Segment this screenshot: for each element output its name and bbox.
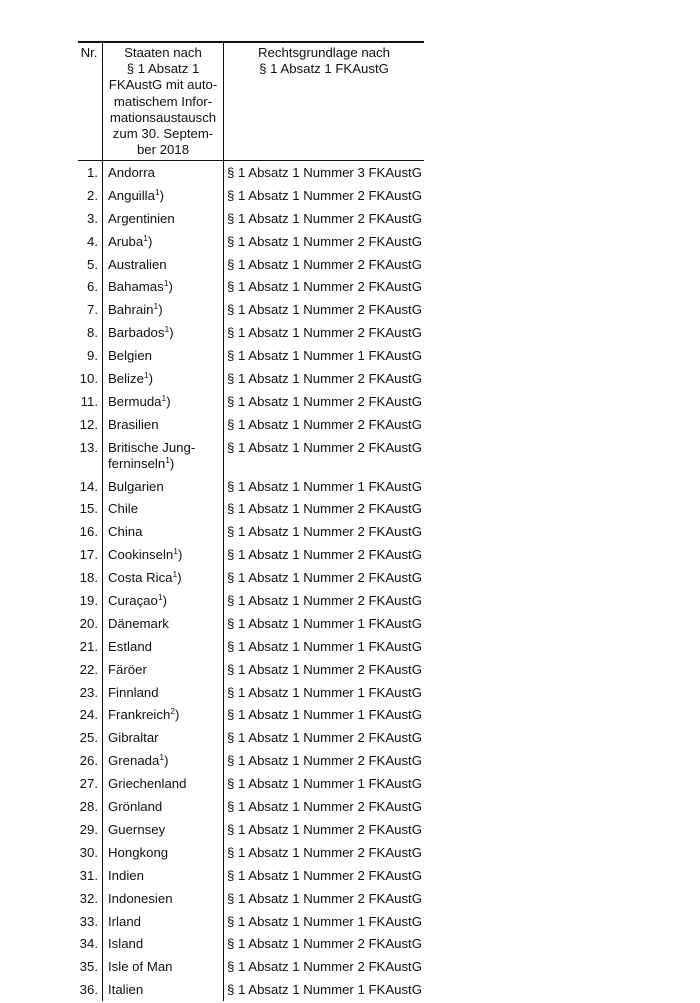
row-number: 2. [87, 187, 98, 203]
table-row [78, 843, 424, 866]
state-name: Bulgarien [108, 478, 164, 494]
legal-basis-cell: § 1 Absatz 1 Nummer 1 FKAustG [227, 707, 422, 723]
header-staaten [104, 45, 222, 158]
state-name: Grönland [108, 799, 163, 815]
state-name-cell [108, 685, 223, 701]
state-name: Hongkong [108, 844, 169, 860]
state-name: Grenada [108, 753, 160, 769]
state-name-cell [108, 868, 223, 884]
footnote-marker: 1 [157, 592, 163, 603]
row-number: 34. [79, 936, 98, 952]
table-row [78, 255, 424, 278]
state-name-cell [108, 211, 223, 227]
row-number: 14. [79, 478, 98, 494]
row-number: 31. [79, 867, 98, 883]
legal-basis-cell: § 1 Absatz 1 Nummer 1 FKAustG [227, 684, 422, 700]
header-nr: Nr. [80, 45, 98, 60]
state-name-line [108, 440, 223, 456]
document-page [78, 41, 424, 1001]
state-name-cell [108, 501, 223, 517]
state-name: Island [108, 936, 144, 952]
table-row [78, 568, 424, 591]
state-name-cell [108, 845, 223, 861]
footnote-paren: ) [147, 233, 153, 249]
footnote-marker: 1 [172, 569, 178, 580]
table-row [78, 614, 424, 637]
footnote-marker: 1 [154, 186, 160, 197]
footnote-paren: ) [177, 570, 182, 586]
state-name-cell [108, 524, 223, 540]
state-name: Cookinseln [108, 547, 174, 563]
table-row [78, 323, 424, 346]
footnote-paren: ) [175, 707, 180, 723]
row-number: 12. [79, 416, 98, 432]
legal-basis-cell: § 1 Absatz 1 Nummer 1 FKAustG [227, 478, 422, 494]
footnote-paren: ) [166, 393, 171, 409]
state-name-cell [108, 891, 223, 907]
state-name: Finnland [108, 684, 159, 700]
row-number: 32. [79, 890, 98, 906]
state-name: Belize [108, 371, 144, 387]
table-row [78, 889, 424, 912]
table-row [78, 934, 424, 957]
table-row [78, 683, 424, 706]
footnote-paren: ) [159, 187, 165, 203]
state-name: Estland [108, 638, 152, 654]
state-name: Bahrain [108, 302, 154, 318]
table-row [78, 660, 424, 683]
state-name-cell [108, 325, 223, 341]
table-top-rule [78, 41, 424, 43]
row-number: 30. [79, 844, 98, 860]
row-number: 4. [87, 233, 98, 249]
state-name: Anguilla [108, 187, 155, 203]
footnote-marker: 1 [143, 232, 148, 243]
row-number: 20. [79, 615, 98, 631]
state-name-continued: ferninseln [108, 455, 166, 471]
state-name: Isle of Man [108, 959, 173, 975]
table-row [78, 912, 424, 935]
row-number: 35. [79, 959, 98, 975]
state-name: Dänemark [108, 615, 169, 631]
state-name: Indien [108, 867, 144, 883]
table-row [78, 163, 424, 186]
state-name: Australien [108, 256, 167, 272]
legal-basis-cell: § 1 Absatz 1 Nummer 2 FKAustG [227, 524, 422, 540]
row-number: 23. [79, 684, 98, 700]
state-name-cell [108, 302, 223, 318]
legal-basis-cell: § 1 Absatz 1 Nummer 2 FKAustG [227, 501, 422, 517]
legal-basis-cell: § 1 Absatz 1 Nummer 2 FKAustG [227, 371, 422, 387]
state-name-cell [108, 662, 223, 678]
header-rechtsgrundlage-line: Rechtsgrundlage nach [258, 45, 390, 60]
table-row [78, 392, 424, 415]
table-row [78, 728, 424, 751]
table-row [78, 369, 424, 392]
row-number: 3. [87, 210, 98, 226]
row-number: 6. [87, 279, 98, 295]
table-row [78, 774, 424, 797]
legal-basis-cell: § 1 Absatz 1 Nummer 2 FKAustG [227, 393, 422, 409]
state-name-cell [108, 165, 223, 181]
header-staaten-line: matischem Infor- [113, 93, 213, 109]
state-name-cell [108, 822, 223, 838]
state-name-cell [108, 279, 223, 295]
table-row [78, 957, 424, 980]
footnote-paren: ) [162, 593, 167, 609]
table-row [78, 300, 424, 323]
row-number: 25. [79, 730, 98, 746]
row-number: 17. [79, 547, 98, 563]
table-row [78, 751, 424, 774]
legal-basis-cell: § 1 Absatz 1 Nummer 1 FKAustG [227, 982, 422, 998]
row-number: 36. [79, 982, 98, 998]
legal-basis-cell: § 1 Absatz 1 Nummer 2 FKAustG [227, 187, 422, 203]
footnote-marker: 1 [159, 752, 165, 763]
footnote-paren: ) [164, 753, 169, 769]
state-name: Italien [108, 982, 144, 998]
row-number: 10. [79, 371, 98, 387]
state-name-cell [108, 234, 223, 250]
state-name: China [108, 524, 143, 540]
table-row [78, 980, 424, 1003]
legal-basis-cell: § 1 Absatz 1 Nummer 2 FKAustG [227, 547, 422, 563]
state-name: Bermuda [108, 393, 162, 409]
footnote-marker: 1 [173, 546, 178, 557]
row-number: 13. [79, 439, 98, 455]
legal-basis-cell: § 1 Absatz 1 Nummer 1 FKAustG [227, 776, 422, 792]
legal-basis-cell: § 1 Absatz 1 Nummer 2 FKAustG [227, 730, 422, 746]
legal-basis-cell: § 1 Absatz 1 Nummer 2 FKAustG [227, 753, 422, 769]
state-name-cell [108, 479, 223, 495]
state-name: Argentinien [108, 210, 175, 226]
legal-basis-cell: § 1 Absatz 1 Nummer 2 FKAustG [227, 959, 422, 975]
row-number: 1. [87, 165, 98, 180]
legal-basis-cell: § 1 Absatz 1 Nummer 1 FKAustG [227, 913, 422, 929]
row-number: 18. [79, 570, 98, 586]
footnote-paren: ) [158, 302, 163, 318]
state-name-cell [108, 707, 223, 723]
state-name: Andorra [108, 165, 155, 180]
footnote-marker: 1 [161, 392, 167, 403]
table-row [78, 705, 424, 728]
row-number: 11. [80, 393, 98, 409]
table-row [78, 637, 424, 660]
legal-basis-cell: § 1 Absatz 1 Nummer 2 FKAustG [227, 844, 422, 860]
row-number: 33. [79, 913, 98, 929]
footnote-paren: ) [168, 279, 173, 295]
legal-basis-cell: § 1 Absatz 1 Nummer 2 FKAustG [227, 210, 422, 226]
table-row [78, 820, 424, 843]
header-rechtsgrundlage [226, 45, 422, 77]
state-name-cell [108, 730, 223, 746]
row-number: 19. [79, 593, 98, 609]
table-header-rule [78, 160, 424, 161]
table-row [78, 346, 424, 369]
footnote-paren: ) [177, 547, 183, 563]
legal-basis-cell: § 1 Absatz 1 Nummer 2 FKAustG [227, 302, 422, 318]
state-name-cell [108, 371, 223, 387]
legal-basis-cell: § 1 Absatz 1 Nummer 2 FKAustG [227, 593, 422, 609]
state-name-cell [108, 593, 223, 609]
footnote-paren: ) [169, 455, 175, 471]
state-name-cell [108, 799, 223, 815]
header-staaten-line: FKAustG mit auto- [108, 77, 218, 93]
footnote-marker: 2 [170, 706, 176, 717]
legal-basis-cell: § 1 Absatz 1 Nummer 2 FKAustG [227, 799, 422, 815]
legal-basis-cell: § 1 Absatz 1 Nummer 2 FKAustG [227, 233, 422, 249]
legal-basis-cell: § 1 Absatz 1 Nummer 2 FKAustG [227, 279, 422, 295]
state-name-cell [108, 417, 223, 433]
legal-basis-cell: § 1 Absatz 1 Nummer 2 FKAustG [227, 256, 422, 272]
state-name-cell [108, 914, 223, 930]
footnote-marker: 1 [153, 301, 159, 312]
state-name: Färöer [108, 661, 147, 677]
footnote-marker: 1 [143, 370, 149, 381]
state-name: Guernsey [108, 821, 166, 837]
legal-basis-cell: § 1 Absatz 1 Nummer 2 FKAustG [227, 661, 422, 677]
table-row [78, 522, 424, 545]
state-name-cell [108, 982, 223, 998]
state-name-cell [108, 753, 223, 769]
row-number: 7. [87, 302, 98, 318]
legal-basis-cell: § 1 Absatz 1 Nummer 1 FKAustG [227, 615, 422, 631]
footnote-marker: 1 [164, 324, 170, 335]
row-number: 26. [79, 753, 98, 769]
state-name: Gibraltar [108, 730, 159, 746]
row-number: 15. [79, 501, 98, 517]
header-rechtsgrundlage-line: § 1 Absatz 1 FKAustG [259, 61, 389, 77]
state-name: Indonesien [108, 890, 173, 906]
legal-basis-cell: § 1 Absatz 1 Nummer 2 FKAustG [227, 936, 422, 952]
state-name-cell [108, 257, 223, 273]
state-name: Irland [108, 913, 141, 929]
state-name-cell [108, 547, 223, 563]
state-name: Aruba [108, 233, 144, 249]
row-number: 16. [79, 524, 98, 540]
header-staaten-line: § 1 Absatz 1 [126, 61, 200, 77]
header-staaten-line: Staaten nach [124, 45, 202, 60]
header-staaten-line: mationsaustausch [109, 109, 217, 125]
table-row [78, 415, 424, 438]
row-number: 8. [87, 325, 98, 341]
legal-basis-cell: § 1 Absatz 1 Nummer 1 FKAustG [227, 348, 422, 364]
legal-basis-cell: § 1 Absatz 1 Nummer 1 FKAustG [227, 638, 422, 654]
state-name: Barbados [108, 325, 165, 341]
state-name: Brasilien [108, 416, 159, 432]
state-name: Belgien [108, 348, 152, 364]
row-number: 22. [79, 661, 98, 677]
state-name-cell [108, 936, 223, 952]
table-row [78, 477, 424, 500]
row-number: 5. [87, 256, 98, 272]
state-name: Curaçao [108, 593, 158, 609]
header-staaten-line: ber 2018 [136, 142, 190, 158]
row-number: 28. [79, 799, 98, 815]
row-number: 29. [79, 821, 98, 837]
table-row [78, 545, 424, 568]
table-row [78, 209, 424, 232]
state-name-cell [108, 570, 223, 586]
legal-basis-cell: § 1 Absatz 1 Nummer 2 FKAustG [227, 416, 422, 432]
state-name-cell [108, 188, 223, 204]
state-name-cell [108, 440, 223, 472]
state-name: Britische Jung- [108, 439, 196, 455]
table-row [78, 591, 424, 614]
footnote-paren: ) [148, 371, 154, 387]
state-name-cell [108, 616, 223, 632]
row-number: 24. [79, 707, 98, 723]
table-row [78, 438, 424, 477]
table-row [78, 232, 424, 255]
state-name-cell [108, 639, 223, 655]
legal-basis-cell: § 1 Absatz 1 Nummer 2 FKAustG [227, 867, 422, 883]
state-name: Bahamas [108, 279, 164, 295]
state-name: Costa Rica [108, 570, 173, 586]
table-row [78, 499, 424, 522]
state-name-cell [108, 348, 223, 364]
footnote-marker: 1 [165, 454, 170, 465]
row-number: 21. [79, 638, 98, 654]
table-row [78, 186, 424, 209]
state-name: Griechenland [108, 776, 187, 792]
state-name-line [108, 456, 223, 472]
legal-basis-cell: § 1 Absatz 1 Nummer 3 FKAustG [227, 165, 422, 180]
row-number: 27. [79, 776, 98, 792]
state-name-cell [108, 959, 223, 975]
footnote-marker: 1 [163, 278, 169, 289]
table-body [78, 163, 424, 1003]
table-row [78, 277, 424, 300]
legal-basis-cell: § 1 Absatz 1 Nummer 2 FKAustG [227, 439, 422, 455]
table-row [78, 797, 424, 820]
row-number: 9. [87, 348, 98, 364]
state-name: Frankreich [108, 707, 171, 723]
legal-basis-cell: § 1 Absatz 1 Nummer 2 FKAustG [227, 570, 422, 586]
footnote-paren: ) [169, 325, 174, 341]
state-name: Chile [108, 501, 139, 517]
legal-basis-cell: § 1 Absatz 1 Nummer 2 FKAustG [227, 890, 422, 906]
table-row [78, 866, 424, 889]
legal-basis-cell: § 1 Absatz 1 Nummer 2 FKAustG [227, 325, 422, 341]
state-name-cell [108, 394, 223, 410]
header-staaten-line: zum 30. Septem- [112, 126, 214, 142]
legal-basis-cell: § 1 Absatz 1 Nummer 2 FKAustG [227, 821, 422, 837]
state-name-cell [108, 776, 223, 792]
